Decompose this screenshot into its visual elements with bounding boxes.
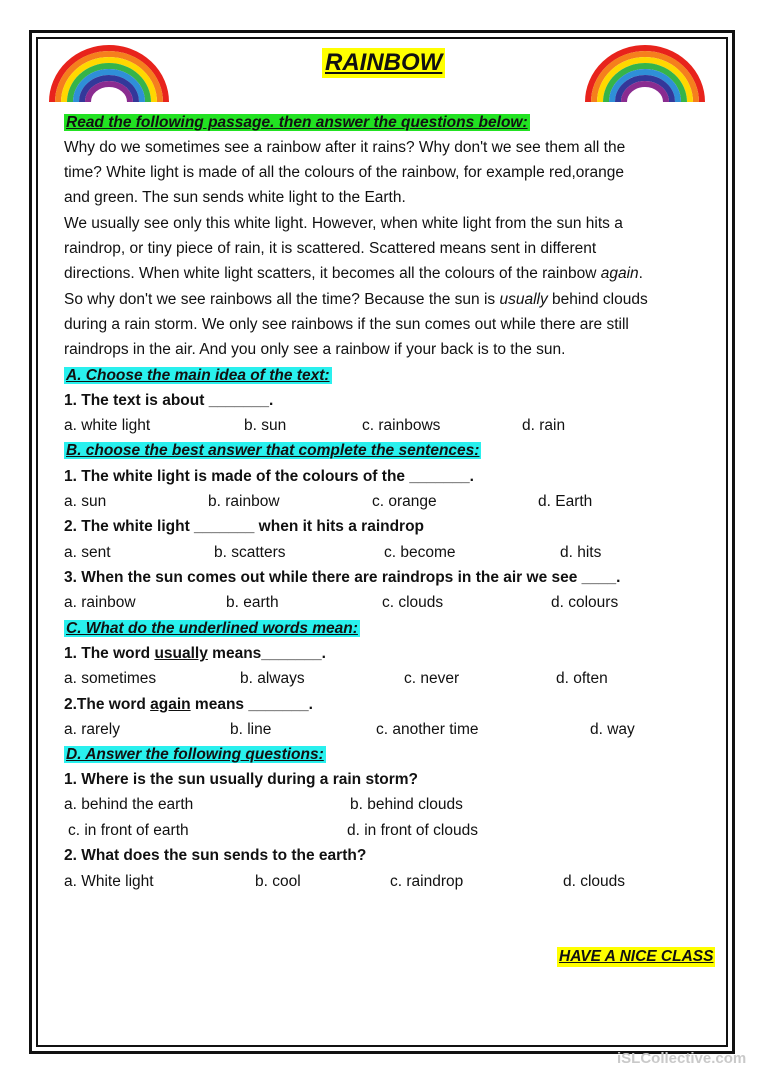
instruction-line: [64, 113, 530, 133]
passage-line: raindrops in the air. And you only see a rainbow if your back is to the sun.: [64, 341, 566, 358]
question-d1: 1. Where is the sun usually during a rain storm?: [64, 771, 418, 788]
option-b2-a[interactable]: a. sent: [64, 544, 111, 561]
underlined-word: again: [150, 696, 191, 713]
underlined-word: usually: [154, 645, 208, 662]
page-title: RAINBOW: [322, 48, 445, 78]
rainbow-left-icon: [48, 44, 170, 102]
option-d2-d[interactable]: d. clouds: [563, 873, 626, 890]
option-b2-c[interactable]: c. become: [384, 544, 456, 561]
question-b3: 3. When the sun comes out while there are raindrops in the air we see ____.: [64, 569, 621, 586]
question-d2: 2. What does the sun sends to the earth?: [64, 847, 367, 864]
question-b2: 2. The white light _______ when it hits a raindrop: [64, 518, 425, 535]
passage-italic-word: again: [600, 265, 639, 282]
option-b3-d[interactable]: d. colours: [551, 594, 619, 611]
option-c2-d[interactable]: d. way: [590, 721, 635, 738]
option-c1-c[interactable]: c. never: [404, 670, 460, 687]
question-text: means _______.: [190, 696, 313, 713]
question-c1: [64, 644, 326, 664]
option-c2-c[interactable]: c. another time: [376, 721, 479, 738]
option-b3-b[interactable]: b. earth: [226, 594, 279, 611]
option-c2-b[interactable]: b. line: [230, 721, 272, 738]
option-b3-a[interactable]: a. rainbow: [64, 594, 136, 611]
section-b-heading-line: [64, 441, 481, 461]
passage-text: So why don't we see rainbows all the time? Because the sun is: [64, 291, 500, 308]
option-b1-c[interactable]: c. orange: [372, 493, 437, 510]
passage-line: time? White light is made of all the colours of the rainbow, for example red,orange: [64, 164, 625, 181]
option-c1-b[interactable]: b. always: [240, 670, 305, 687]
passage-text: directions. When white light scatters, it becomes all the colours of the rainbow: [64, 265, 601, 282]
section-c-heading-line: [64, 619, 360, 639]
option-a1-b[interactable]: b. sun: [244, 417, 287, 434]
option-b2-d[interactable]: d. hits: [560, 544, 602, 561]
question-text: 2.The word: [64, 696, 151, 713]
passage-text: behind clouds: [547, 291, 648, 308]
section-d-heading-line: [64, 745, 326, 765]
passage-line: raindrop, or tiny piece of rain, it is scattered. Scattered means sent in different: [64, 240, 597, 257]
passage-italic-word: usually: [499, 291, 548, 308]
option-d1-a[interactable]: a. behind the earth: [64, 796, 194, 813]
section-a-heading: A. Choose the main idea of the text:: [66, 367, 330, 384]
option-d1-c[interactable]: c. in front of earth: [68, 822, 189, 839]
option-c1-d[interactable]: d. often: [556, 670, 608, 687]
option-a1-d[interactable]: d. rain: [522, 417, 566, 434]
passage-line: and green. The sun sends white light to the Earth.: [64, 189, 406, 206]
question-a1: 1. The text is about _______.: [64, 392, 274, 409]
option-d2-a[interactable]: a. White light: [64, 873, 154, 890]
option-b3-c[interactable]: c. clouds: [382, 594, 444, 611]
question-b1: 1. The white light is made of the colours of the _______.: [64, 468, 474, 485]
question-text: means_______.: [207, 645, 326, 662]
passage-line: We usually see only this white light. However, when white light from the sun hits a: [64, 215, 623, 232]
question-text: 1. The word: [64, 645, 155, 662]
instruction-heading: Read the following passage. then answer the questions below:: [66, 114, 528, 131]
passage-line: [64, 264, 643, 284]
passage-line: Why do we sometimes see a rainbow after it rains? Why don't we see them all the: [64, 139, 626, 156]
section-b-heading: B. choose the best answer that complete the sentences:: [66, 442, 480, 459]
closing-message: HAVE A NICE CLASS: [559, 948, 714, 965]
option-b1-d[interactable]: d. Earth: [538, 493, 593, 510]
section-c-heading: C. What do the underlined words mean:: [66, 620, 358, 637]
option-c1-a[interactable]: a. sometimes: [64, 670, 157, 687]
option-d1-b[interactable]: b. behind clouds: [350, 796, 463, 813]
watermark: iSLCollective.com: [617, 1050, 747, 1067]
option-d1-d[interactable]: d. in front of clouds: [347, 822, 478, 839]
option-b1-b[interactable]: b. rainbow: [208, 493, 280, 510]
option-a1-a[interactable]: a. white light: [64, 417, 151, 434]
option-b1-a[interactable]: a. sun: [64, 493, 107, 510]
section-d-heading: D. Answer the following questions:: [66, 746, 324, 763]
option-b2-b[interactable]: b. scatters: [214, 544, 286, 561]
section-a-heading-line: [64, 366, 332, 386]
question-c2: [64, 695, 313, 715]
option-c2-a[interactable]: a. rarely: [64, 721, 120, 738]
option-a1-c[interactable]: c. rainbows: [362, 417, 441, 434]
option-d2-b[interactable]: b. cool: [255, 873, 301, 890]
passage-line: [64, 290, 648, 310]
passage-line: during a rain storm. We only see rainbows if the sun comes out while there are still: [64, 316, 629, 333]
rainbow-right-icon: [584, 44, 706, 102]
option-d2-c[interactable]: c. raindrop: [390, 873, 464, 890]
passage-text: .: [638, 265, 643, 282]
